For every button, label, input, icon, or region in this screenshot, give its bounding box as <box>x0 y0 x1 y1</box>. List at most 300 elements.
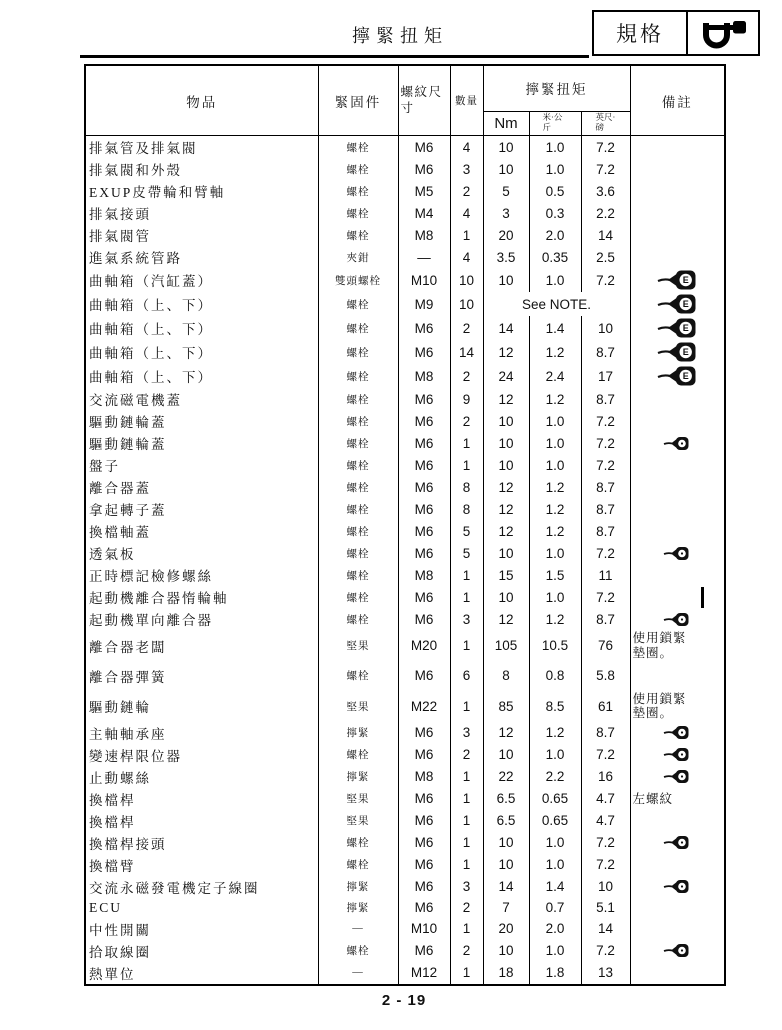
fastener-cell: 螺栓 <box>318 158 398 180</box>
item-cell: 進氣系統管路 <box>85 246 318 268</box>
torque-nm-cell: 10 <box>483 136 529 159</box>
torque-nm-cell: 15 <box>483 564 529 586</box>
torque-ftlb-cell: 7.2 <box>581 454 630 476</box>
col-header-remarks: 備註 <box>630 65 725 136</box>
thread-size-cell: M6 <box>398 832 450 854</box>
remark-cell <box>630 224 725 246</box>
thread-size-cell: M9 <box>398 292 450 316</box>
thread-size-cell: M6 <box>398 661 450 691</box>
table-row <box>85 180 725 202</box>
remark-cell <box>630 268 725 292</box>
torque-nm-cell: 105 <box>483 630 529 661</box>
sealant-tube-icon <box>663 835 690 849</box>
torque-nm-cell: 10 <box>483 410 529 432</box>
table-row <box>85 918 725 940</box>
quantity-cell: 2 <box>450 364 483 388</box>
micrometer-icon <box>688 12 758 54</box>
remark-cell <box>630 136 725 159</box>
item-cell: 盤子 <box>85 454 318 476</box>
quantity-cell: 10 <box>450 268 483 292</box>
fastener-cell: 螺栓 <box>318 832 398 854</box>
torque-nm-cell: 85 <box>483 691 529 722</box>
table-row <box>85 432 725 454</box>
torque-nm-cell: 12 <box>483 498 529 520</box>
quantity-cell: 5 <box>450 520 483 542</box>
remark-cell <box>630 918 725 940</box>
torque-ftlb-cell: 7.2 <box>581 854 630 876</box>
fastener-cell: 擰緊 <box>318 722 398 744</box>
quantity-cell: 1 <box>450 854 483 876</box>
fastener-cell: 螺栓 <box>318 454 398 476</box>
torque-mkg-cell: 1.0 <box>529 832 581 854</box>
thread-size-cell: M8 <box>398 564 450 586</box>
svg-text:E: E <box>682 323 689 334</box>
fastener-cell: 螺栓 <box>318 744 398 766</box>
col-header-item: 物品 <box>85 65 318 136</box>
thread-size-cell: M6 <box>398 340 450 364</box>
sealant-tube-icon <box>663 545 690 559</box>
fastener-cell: 擰緊 <box>318 766 398 788</box>
quantity-cell: 5 <box>450 542 483 564</box>
torque-ftlb-cell: 17 <box>581 364 630 388</box>
item-cell: 曲軸箱（上、下） <box>85 340 318 364</box>
torque-ftlb-cell: 61 <box>581 691 630 722</box>
remark-cell <box>630 454 725 476</box>
torque-ftlb-cell: 11 <box>581 564 630 586</box>
fastener-cell: 螺栓 <box>318 586 398 608</box>
torque-mkg-cell: 1.0 <box>529 854 581 876</box>
torque-ftlb-cell: 8.7 <box>581 498 630 520</box>
torque-nm-cell: 12 <box>483 476 529 498</box>
item-cell: 曲軸箱（汽缸蓋） <box>85 268 318 292</box>
torque-nm-cell: 10 <box>483 854 529 876</box>
quantity-cell: 3 <box>450 722 483 744</box>
thread-size-cell: M6 <box>398 520 450 542</box>
torque-ftlb-cell: 13 <box>581 962 630 985</box>
remark-cell <box>630 340 725 364</box>
sealant-tube-icon <box>663 611 690 625</box>
fastener-cell: 螺栓 <box>318 364 398 388</box>
item-cell: 交流永磁發電機定子線圈 <box>85 876 318 898</box>
thread-size-cell: M6 <box>398 498 450 520</box>
table-row <box>85 454 725 476</box>
torque-mkg-cell: 8.5 <box>529 691 581 722</box>
table-row <box>85 498 725 520</box>
thread-size-cell: M6 <box>398 586 450 608</box>
quantity-cell: 1 <box>450 766 483 788</box>
remark-cell <box>630 292 725 316</box>
quantity-cell: 4 <box>450 246 483 268</box>
remark-cell <box>630 630 725 661</box>
item-cell: 離合器老闆 <box>85 630 318 661</box>
thread-size-cell: M6 <box>398 454 450 476</box>
quantity-cell: 1 <box>450 962 483 985</box>
table-row <box>85 630 725 661</box>
table-row <box>85 744 725 766</box>
torque-mkg-cell: 1.2 <box>529 340 581 364</box>
item-cell: 排氣管及排氣閥 <box>85 136 318 159</box>
torque-ftlb-cell: 7.2 <box>581 136 630 159</box>
item-cell: 透氣板 <box>85 542 318 564</box>
fastener-cell: 螺栓 <box>318 388 398 410</box>
remark-cell <box>630 722 725 744</box>
remark-text: 使用鎖緊墊圈。 <box>632 691 687 721</box>
thread-size-cell: M8 <box>398 224 450 246</box>
quantity-cell: 2 <box>450 316 483 340</box>
item-cell: 熱單位 <box>85 962 318 985</box>
quantity-cell: 4 <box>450 136 483 159</box>
thread-size-cell: M6 <box>398 608 450 630</box>
item-cell: 驅動鏈輪 <box>85 691 318 722</box>
remark-cell <box>630 586 725 608</box>
quantity-cell: 2 <box>450 410 483 432</box>
torque-ftlb-cell: 7.2 <box>581 410 630 432</box>
table-row <box>85 608 725 630</box>
remark-cell <box>630 180 725 202</box>
item-cell: 換檔桿 <box>85 788 318 810</box>
remark-cell <box>630 432 725 454</box>
scan-artifact-mark <box>701 587 704 608</box>
table-header-row <box>85 65 725 111</box>
torque-mkg-cell: 0.35 <box>529 246 581 268</box>
fastener-cell: — <box>318 918 398 940</box>
quantity-cell: 1 <box>450 810 483 832</box>
table-row <box>85 246 725 268</box>
fastener-cell: 螺栓 <box>318 476 398 498</box>
torque-mkg-cell: 1.4 <box>529 876 581 898</box>
remark-cell <box>630 898 725 918</box>
thread-size-cell: M20 <box>398 630 450 661</box>
remark-cell <box>630 158 725 180</box>
table-row <box>85 388 725 410</box>
torque-mkg-cell: 1.8 <box>529 962 581 985</box>
item-cell: 換檔桿接頭 <box>85 832 318 854</box>
page-number: 2 - 19 <box>381 992 427 1009</box>
torque-mkg-cell: 1.0 <box>529 158 581 180</box>
torque-nm-cell: 7 <box>483 898 529 918</box>
remark-cell <box>630 788 725 810</box>
table-row <box>85 224 725 246</box>
spec-section-label: 規格 <box>594 12 688 54</box>
torque-mkg-cell: 0.8 <box>529 661 581 691</box>
table-row <box>85 940 725 962</box>
thread-size-cell: M6 <box>398 476 450 498</box>
col-header-quantity: 數量 <box>450 65 483 136</box>
remark-cell <box>630 476 725 498</box>
quantity-cell: 1 <box>450 630 483 661</box>
col-header-thread-size: 螺紋尺寸 <box>398 65 450 136</box>
thread-size-cell: M6 <box>398 432 450 454</box>
quantity-cell: 3 <box>450 876 483 898</box>
fastener-cell: 螺栓 <box>318 202 398 224</box>
torque-nm-cell: 8 <box>483 661 529 691</box>
torque-mkg-cell: 2.4 <box>529 364 581 388</box>
fastener-cell: 螺栓 <box>318 292 398 316</box>
fastener-cell: — <box>318 962 398 985</box>
torque-note-cell: See NOTE. <box>483 292 630 316</box>
sealant-tube-icon <box>657 368 697 382</box>
quantity-cell: 1 <box>450 224 483 246</box>
fastener-cell: 堅果 <box>318 691 398 722</box>
item-cell: 換檔臂 <box>85 854 318 876</box>
thread-size-cell: M8 <box>398 766 450 788</box>
table-row <box>85 364 725 388</box>
torque-ftlb-cell: 8.7 <box>581 476 630 498</box>
torque-mkg-cell: 1.4 <box>529 316 581 340</box>
torque-nm-cell: 12 <box>483 388 529 410</box>
quantity-cell: 1 <box>450 454 483 476</box>
remark-cell <box>630 810 725 832</box>
item-cell: 驅動鏈輪蓋 <box>85 410 318 432</box>
sealant-tube-icon <box>657 344 697 358</box>
remark-text: 左螺紋 <box>632 791 674 806</box>
quantity-cell: 10 <box>450 292 483 316</box>
torque-nm-cell: 20 <box>483 224 529 246</box>
fastener-cell: 螺栓 <box>318 498 398 520</box>
thread-size-cell: M8 <box>398 364 450 388</box>
thread-size-cell: M22 <box>398 691 450 722</box>
quantity-cell: 4 <box>450 202 483 224</box>
quantity-cell: 8 <box>450 498 483 520</box>
torque-nm-cell: 12 <box>483 340 529 364</box>
fastener-cell: 螺栓 <box>318 432 398 454</box>
remark-cell <box>630 876 725 898</box>
torque-mkg-cell: 0.3 <box>529 202 581 224</box>
item-cell: 交流磁電機蓋 <box>85 388 318 410</box>
table-row <box>85 202 725 224</box>
torque-mkg-cell: 1.5 <box>529 564 581 586</box>
torque-spec-table <box>84 64 726 986</box>
remark-cell <box>630 246 725 268</box>
torque-ftlb-cell: 3.6 <box>581 180 630 202</box>
remark-cell <box>630 410 725 432</box>
fastener-cell: 雙頭螺栓 <box>318 268 398 292</box>
torque-ftlb-cell: 5.1 <box>581 898 630 918</box>
remark-cell <box>630 962 725 985</box>
torque-nm-cell: 12 <box>483 722 529 744</box>
fastener-cell: 螺栓 <box>318 136 398 159</box>
table-row <box>85 586 725 608</box>
table-row <box>85 268 725 292</box>
torque-nm-cell: 10 <box>483 832 529 854</box>
item-cell: 中性開關 <box>85 918 318 940</box>
item-cell: 曲軸箱（上、下） <box>85 364 318 388</box>
torque-mkg-cell: 1.2 <box>529 388 581 410</box>
item-cell: 拿起轉子蓋 <box>85 498 318 520</box>
thread-size-cell: M6 <box>398 876 450 898</box>
torque-nm-cell: 10 <box>483 432 529 454</box>
table-row <box>85 158 725 180</box>
quantity-cell: 1 <box>450 564 483 586</box>
item-cell: 變速桿限位器 <box>85 744 318 766</box>
table-row <box>85 810 725 832</box>
quantity-cell: 2 <box>450 940 483 962</box>
item-cell: 主軸軸承座 <box>85 722 318 744</box>
torque-ftlb-cell: 8.7 <box>581 340 630 364</box>
quantity-cell: 1 <box>450 691 483 722</box>
torque-ftlb-cell: 76 <box>581 630 630 661</box>
col-header-torque-group: 擰緊扭矩 <box>483 65 630 111</box>
torque-nm-cell: 3.5 <box>483 246 529 268</box>
table-row <box>85 898 725 918</box>
thread-size-cell: M6 <box>398 898 450 918</box>
item-cell: 換檔軸蓋 <box>85 520 318 542</box>
table-row <box>85 476 725 498</box>
torque-mkg-cell: 1.0 <box>529 542 581 564</box>
thread-size-cell: M6 <box>398 158 450 180</box>
torque-nm-cell: 10 <box>483 586 529 608</box>
torque-nm-cell: 12 <box>483 608 529 630</box>
item-cell: 起動機離合器惰輪軸 <box>85 586 318 608</box>
item-cell: 拾取線圈 <box>85 940 318 962</box>
remark-cell <box>630 316 725 340</box>
torque-mkg-cell: 1.2 <box>529 608 581 630</box>
torque-ftlb-cell: 8.7 <box>581 388 630 410</box>
thread-size-cell: M6 <box>398 316 450 340</box>
remark-cell <box>630 854 725 876</box>
torque-mkg-cell: 1.2 <box>529 722 581 744</box>
quantity-cell: 9 <box>450 388 483 410</box>
quantity-cell: 6 <box>450 661 483 691</box>
thread-size-cell: M6 <box>398 744 450 766</box>
torque-nm-cell: 10 <box>483 542 529 564</box>
fastener-cell: 螺栓 <box>318 854 398 876</box>
torque-mkg-cell: 1.0 <box>529 432 581 454</box>
torque-nm-cell: 24 <box>483 364 529 388</box>
torque-ftlb-cell: 7.2 <box>581 432 630 454</box>
col-header-ftlb <box>581 111 630 136</box>
sealant-tube-icon <box>663 943 690 957</box>
fastener-cell: 堅果 <box>318 630 398 661</box>
fastener-cell: 螺栓 <box>318 940 398 962</box>
quantity-cell: 1 <box>450 832 483 854</box>
torque-nm-cell: 20 <box>483 918 529 940</box>
quantity-cell: 2 <box>450 898 483 918</box>
torque-nm-cell: 10 <box>483 268 529 292</box>
table-row <box>85 340 725 364</box>
remark-cell <box>630 364 725 388</box>
fastener-cell: 夾鉗 <box>318 246 398 268</box>
torque-nm-cell: 14 <box>483 316 529 340</box>
fastener-cell: 擰緊 <box>318 898 398 918</box>
item-cell: 驅動鏈輪蓋 <box>85 432 318 454</box>
col-header-mkg <box>529 111 581 136</box>
remark-cell <box>630 744 725 766</box>
torque-ftlb-cell: 7.2 <box>581 586 630 608</box>
thread-size-cell: M4 <box>398 202 450 224</box>
thread-size-cell: M5 <box>398 180 450 202</box>
quantity-cell: 2 <box>450 744 483 766</box>
torque-ftlb-cell: 10 <box>581 876 630 898</box>
item-cell: 離合器蓋 <box>85 476 318 498</box>
sealant-tube-icon <box>663 435 690 449</box>
fastener-cell: 擰緊 <box>318 876 398 898</box>
thread-size-cell: M6 <box>398 388 450 410</box>
remark-cell <box>630 766 725 788</box>
thread-size-cell: M6 <box>398 940 450 962</box>
item-cell: ECU <box>85 898 318 918</box>
torque-ftlb-cell: 14 <box>581 224 630 246</box>
item-cell: 排氣閥和外殼 <box>85 158 318 180</box>
fastener-cell: 螺栓 <box>318 608 398 630</box>
torque-mkg-cell: 1.2 <box>529 520 581 542</box>
quantity-cell: 1 <box>450 918 483 940</box>
sealant-tube-icon <box>663 879 690 893</box>
quantity-cell: 3 <box>450 158 483 180</box>
item-cell: 排氣接頭 <box>85 202 318 224</box>
torque-nm-cell: 22 <box>483 766 529 788</box>
quantity-cell: 2 <box>450 180 483 202</box>
torque-mkg-cell: 0.65 <box>529 788 581 810</box>
torque-nm-cell: 12 <box>483 520 529 542</box>
remark-cell <box>630 520 725 542</box>
quantity-cell: 3 <box>450 608 483 630</box>
table-row <box>85 292 725 316</box>
remark-cell <box>630 832 725 854</box>
table-row <box>85 136 725 159</box>
torque-mkg-cell: 0.65 <box>529 810 581 832</box>
sealant-tube-icon <box>657 272 697 286</box>
torque-mkg-cell: 0.5 <box>529 180 581 202</box>
torque-ftlb-cell: 5.8 <box>581 661 630 691</box>
torque-mkg-cell: 1.0 <box>529 268 581 292</box>
fastener-cell: 螺栓 <box>318 564 398 586</box>
thread-size-cell: M12 <box>398 962 450 985</box>
table-row <box>85 876 725 898</box>
fastener-cell: 螺栓 <box>318 180 398 202</box>
remark-cell <box>630 388 725 410</box>
torque-ftlb-cell: 7.2 <box>581 940 630 962</box>
svg-text:E: E <box>682 275 689 286</box>
torque-ftlb-cell: 8.7 <box>581 608 630 630</box>
torque-mkg-cell: 1.0 <box>529 586 581 608</box>
torque-ftlb-cell: 10 <box>581 316 630 340</box>
torque-ftlb-cell: 2.2 <box>581 202 630 224</box>
remark-cell <box>630 940 725 962</box>
item-cell: 離合器彈簧 <box>85 661 318 691</box>
torque-mkg-cell: 1.0 <box>529 744 581 766</box>
table-row <box>85 854 725 876</box>
thread-size-cell: M6 <box>398 788 450 810</box>
torque-ftlb-cell: 4.7 <box>581 788 630 810</box>
quantity-cell: 1 <box>450 788 483 810</box>
sealant-tube-icon <box>663 769 690 783</box>
table-row <box>85 766 725 788</box>
torque-nm-cell: 5 <box>483 180 529 202</box>
item-cell: 換檔桿 <box>85 810 318 832</box>
torque-ftlb-cell: 16 <box>581 766 630 788</box>
fastener-cell: 堅果 <box>318 810 398 832</box>
thread-size-cell: M10 <box>398 268 450 292</box>
torque-nm-cell: 14 <box>483 876 529 898</box>
remark-cell <box>630 498 725 520</box>
torque-ftlb-cell: 7.2 <box>581 744 630 766</box>
torque-mkg-cell: 1.2 <box>529 498 581 520</box>
torque-ftlb-cell: 7.2 <box>581 158 630 180</box>
torque-mkg-cell: 2.0 <box>529 224 581 246</box>
remark-cell <box>630 564 725 586</box>
table-body <box>85 136 725 985</box>
svg-text:E: E <box>682 371 689 382</box>
remark-cell <box>630 691 725 722</box>
remark-text: 使用鎖緊墊圈。 <box>632 631 687 660</box>
col-header-nm: Nm <box>483 111 529 136</box>
torque-mkg-cell: 1.0 <box>529 136 581 159</box>
table-row <box>85 661 725 691</box>
table-row <box>85 564 725 586</box>
torque-mkg-cell: 1.2 <box>529 476 581 498</box>
table-row <box>85 316 725 340</box>
